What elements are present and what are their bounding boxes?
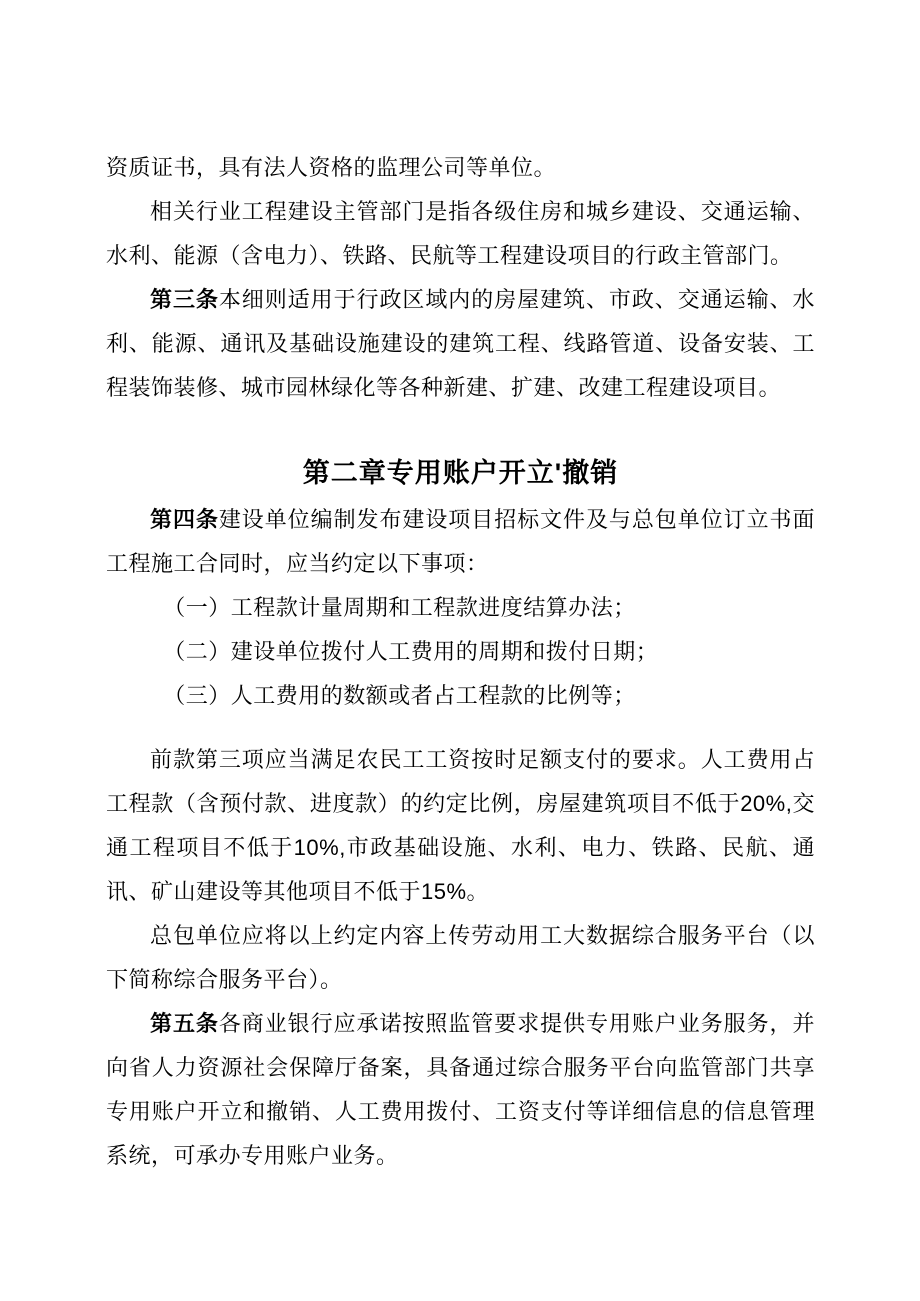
list-item-1 xyxy=(106,586,815,630)
paragraph xyxy=(106,146,815,190)
list-item-2 xyxy=(106,630,815,674)
paragraph-text: 前款第三项应当满足农民工工资按时足额支付的要求。人工费用占工程款（含预付款、进度款）的约定比例，房屋建筑项目不低于20%,交通工程项目不低于10%,市政基础设施、水利、电力、铁路、民航、通讯、矿山建设等其他项目不低于15%。 xyxy=(106,747,815,904)
article-number: 第三条 xyxy=(150,287,219,312)
paragraph-text: 总包单位应将以上约定内容上传劳动用工大数据综合服务平台（以下简称综合服务平台）。 xyxy=(106,923,815,992)
paragraph-article-5 xyxy=(106,1002,815,1178)
chapter-heading: 第二章专用账户开立'撤销 xyxy=(302,458,619,488)
article-number: 第五条 xyxy=(150,1011,219,1036)
paragraph-text: 资质证书，具有法人资格的监理公司等单位。 xyxy=(106,155,557,180)
paragraph-text: 本细则适用于行政区域内的房屋建筑、市政、交通运输、水利、能源、通讯及基础设施建设的建筑工程、线路管道、设备安装、工程装饰装修、城市园林绿化等各种新建、扩建、改建工程建设项目。 xyxy=(106,287,815,400)
paragraph-article-3 xyxy=(106,278,815,410)
paragraph xyxy=(106,190,815,278)
paragraph-article-4 xyxy=(106,498,815,586)
paragraph-text: 建设单位编制发布建设项目招标文件及与总包单位订立书面工程施工合同时，应当约定以下事项： xyxy=(106,507,815,576)
list-item-text: （三）人工费用的数额或者占工程款的比例等； xyxy=(163,683,636,708)
list-item-3 xyxy=(106,674,815,718)
paragraph xyxy=(106,738,815,914)
list-item-text: （二）建设单位拨付人工费用的周期和拨付日期； xyxy=(163,639,659,664)
list-item-text: （一）工程款计量周期和工程款进度结算办法； xyxy=(163,595,636,620)
paragraph xyxy=(106,914,815,1002)
paragraph-text: 相关行业工程建设主管部门是指各级住房和城乡建设、交通运输、水利、能源（含电力）、铁路、民航等工程建设项目的行政主管部门。 xyxy=(106,199,815,268)
article-number: 第四条 xyxy=(150,507,219,532)
paragraph-text: 各商业银行应承诺按照监管要求提供专用账户业务服务，并向省人力资源社会保障厅备案，具备通过综合服务平台向监管部门共享专用账户开立和撤销、人工费用拨付、工资支付等详细信息的信息管理系统，可承办专用账户业务。 xyxy=(106,1011,815,1168)
